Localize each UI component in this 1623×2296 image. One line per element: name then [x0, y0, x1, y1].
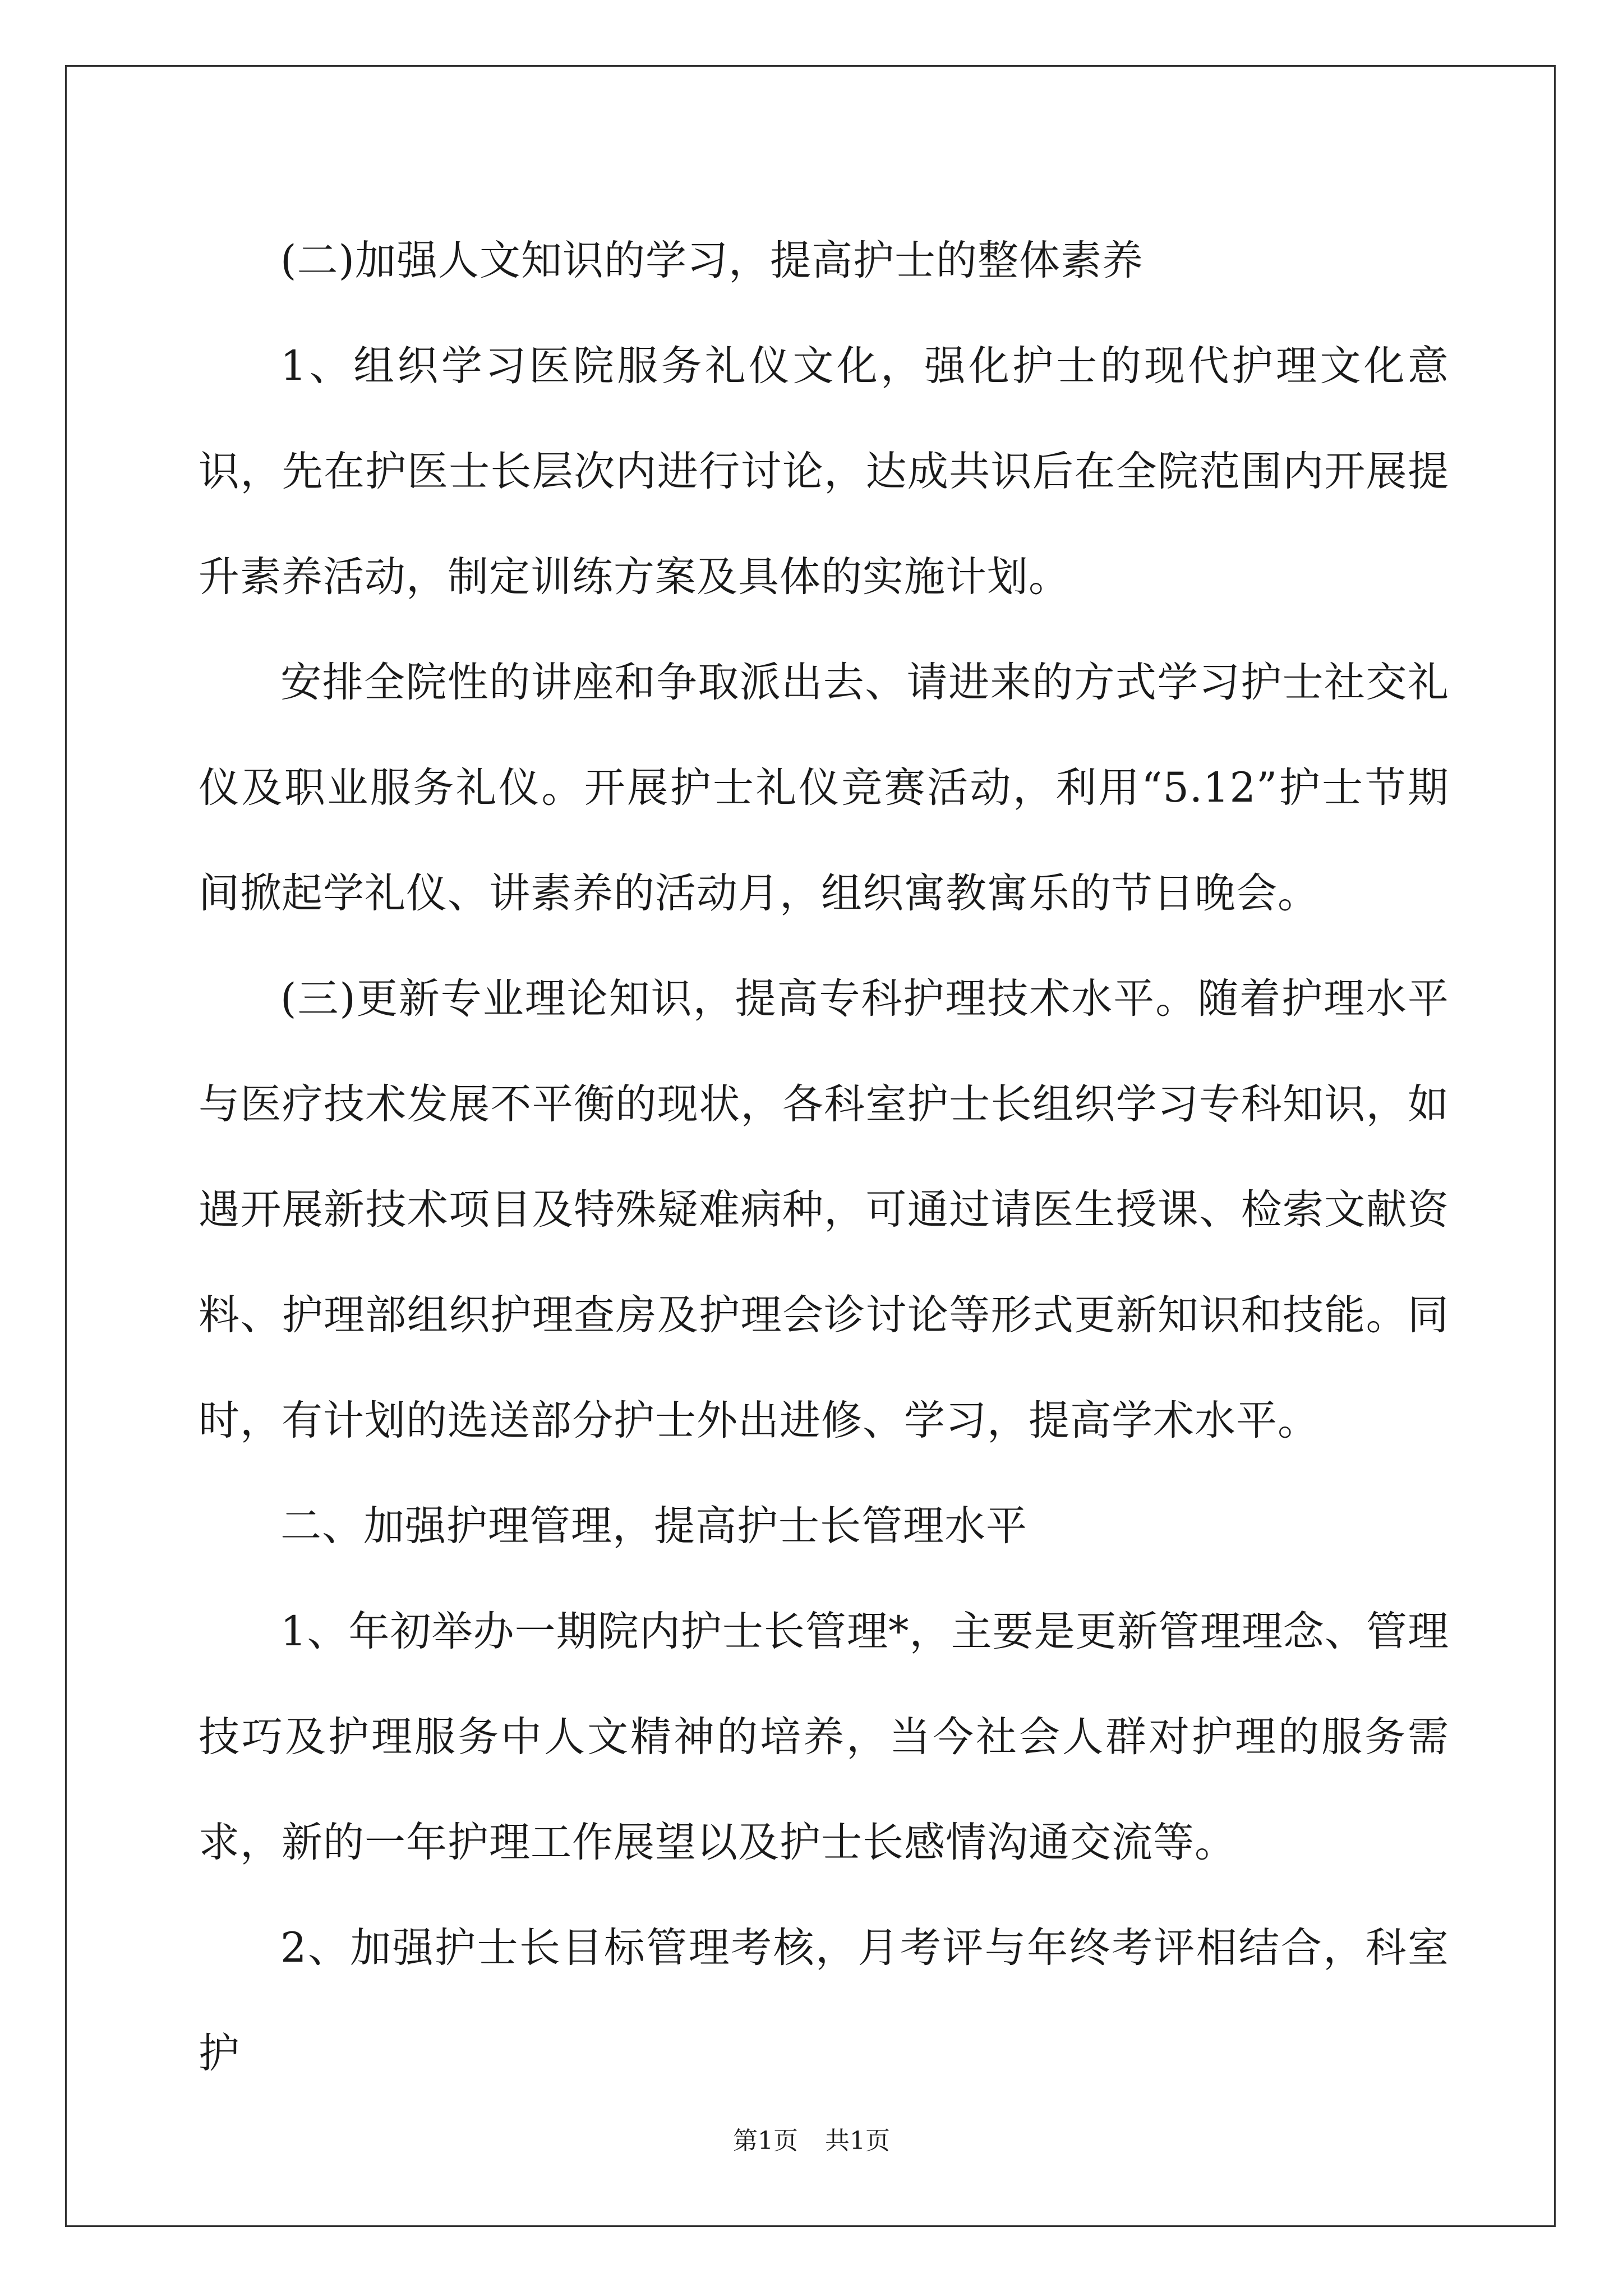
- paragraph-etiquette-culture: 1、组织学习医院服务礼仪文化，强化护士的现代护理文化意识，先在护医士长层次内进行讨论，达成共识后在全院范围内开展提升素养活动，制定训练方案及具体的实施计划。: [199, 342, 1449, 601]
- page-footer: [0, 2120, 1623, 2156]
- page-number: 第1页: [733, 2127, 798, 2155]
- document-body: [199, 208, 1449, 2106]
- paragraph-etiquette-training: 安排全院性的讲座和争取派出去、请进来的方式学习护士社交礼仪及职业服务礼仪。开展护士礼仪竞赛活动，利用“5.12”护士节期间掀起学礼仪、讲素养的活动月，组织寓教寓乐的节日晚会。: [199, 659, 1449, 917]
- paragraph-section-heading-humanities: (二)加强人文知识的学习，提高护士的整体素养: [280, 237, 1144, 284]
- paragraph-professional-knowledge: (三)更新专业理论知识，提高专科护理技术水平。随着护理水平与医疗技术发展不平衡的现状，各科室护士长组织学习专科知识，如遇开展新技术项目及特殊疑难病种，可通过请医生授课、检索文献资料、护理部组织护理查房及护理会诊讨论等形式更新知识和技能。同时，有计划的选送部分护士外出进修、学习，提高学术水平。: [199, 975, 1449, 1444]
- paragraph-target-assessment: 2、加强护士长目标管理考核，月考评与年终考评相结合，科室护: [199, 1924, 1449, 2077]
- page-total: 共1页: [825, 2127, 890, 2155]
- paragraph-head-nurse-training: 1、年初举办一期院内护士长管理*，主要是更新管理理念、管理技巧及护理服务中人文精神的培养，当今社会人群对护理的服务需求，新的一年护理工作展望以及护士长感情沟通交流等。: [199, 1608, 1449, 1866]
- paragraph-section-heading-management: 二、加强护理管理，提高护士长管理水平: [280, 1502, 1027, 1550]
